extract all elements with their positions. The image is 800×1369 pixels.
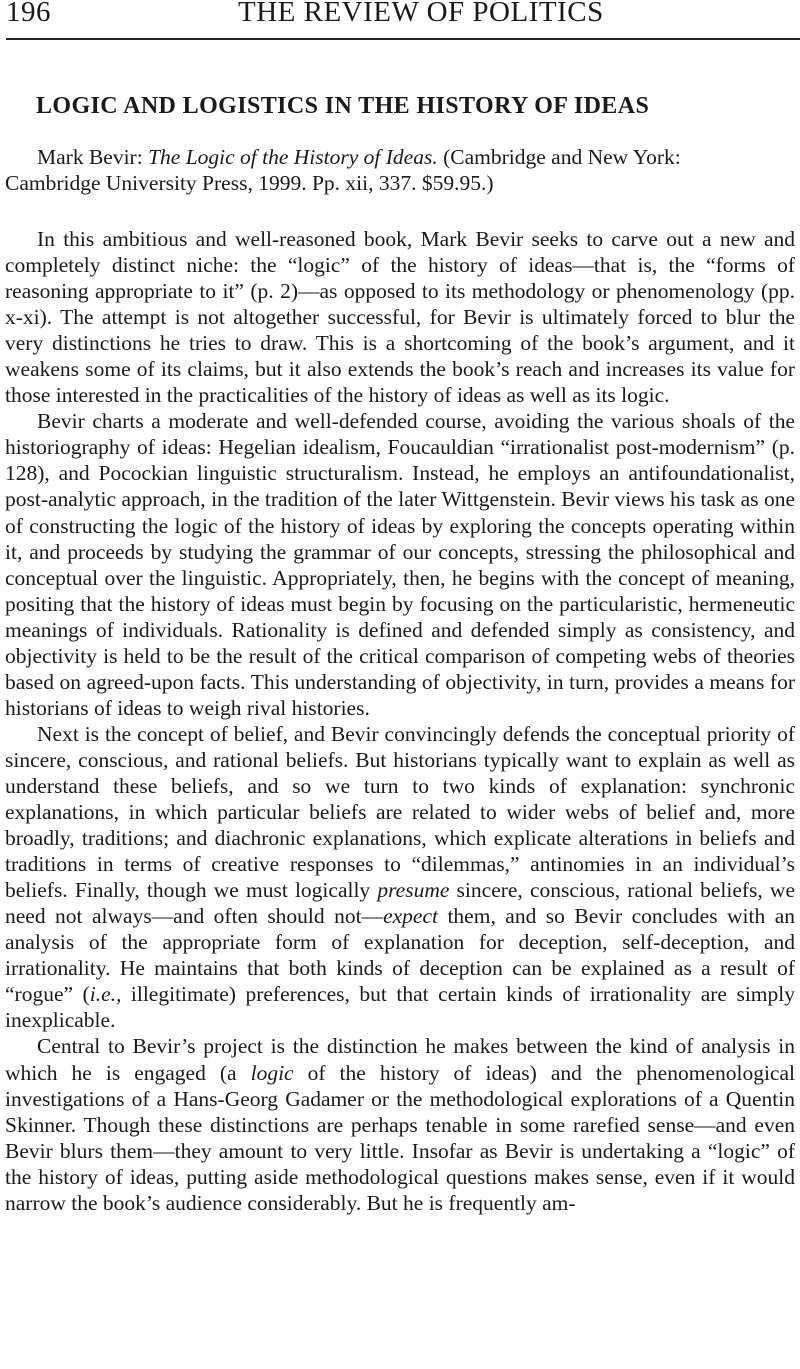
citation-line-1 [5, 144, 795, 170]
paragraph-4 [5, 1033, 795, 1215]
paragraph-3-text-a: Next is the concept of belief, and Bevir convincingly defends the conceptual priority of sincere, conscious, and rational beliefs. But historians typically want to explain as well as understand these beliefs, and so we turn to two kinds of explanation: synchronic explanations, in which particular beliefs are related to wider webs of belief and, more broadly, traditions; and diachronic explanations, which explicate alterations in beliefs and traditions in terms of creative responses to “dilemmas,” antinomies in an individual’s beliefs. Finally, though we must logically [5, 721, 795, 903]
paragraph-1: In this ambitious and well-reasoned book, Mark Bevir seeks to carve out a new and completely distinct niche: the “logic” of the history of ideas—that is, the “forms of reasoning appropriate to it” (p. 2)—as opposed to its methodology or phenomenology (pp. x-xi). The attempt is not altogether successful, for Bevir is ultimately forced to blur the very distinctions he tries to draw. This is a shortcoming of the book’s argument, and it weakens some of its claims, but it also extends the book’s reach and increases its value for those interested in the practicalities of the history of ideas as well as its logic. [5, 227, 795, 408]
running-head [0, 0, 800, 36]
paragraph-3-text-c: sincere, conscious, rational beliefs, we need not always—and often should not— [5, 878, 796, 929]
book-citation [5, 144, 795, 196]
paragraph-3-text-e: them, and so Bevir concludes with an analysis of the appropriate form of explanation for deception, self-deception, and irrationality. He maintains that both kinds of deception can be explained as a result of “rogue” ( [5, 904, 795, 1007]
journal-title: THE REVIEW OF POLITICS [238, 0, 604, 28]
citation-book-title: The Logic of the History of Ideas. [148, 145, 438, 169]
citation-publisher-1: (Cambridge and New York: [437, 145, 681, 169]
paragraph-3 [5, 721, 795, 1034]
header-divider [6, 38, 800, 40]
paragraph-4-text-c: of the history of ideas) and the phenomenological investigations of a Hans-Georg Gadamer or the methodological explorations of a Quentin Skinner. Though these distinctions are perhaps tenable in some rarefied sense—and even Bevir blurs them—they amount to very little. Insofar as Bevir is undertaking a “logic” of the history of ideas, putting aside methodological questions makes sense, even if it would narrow the book’s audience considerably. But he is frequently am- [5, 1060, 795, 1215]
review-title: LOGIC AND LOGISTICS IN THE HISTORY OF IDEAS [36, 93, 650, 119]
paragraph-4-emphasis-logic: logic [250, 1060, 294, 1085]
paragraph-2: Bevir charts a moderate and well-defended course, avoiding the various shoals of the historiography of ideas: Hegelian idealism, Foucauldian “irrationalist post-modernism” (p. 128), and Pocockian linguistic structuralism. Instead, he employs an antifoundationalist, post-analytic approach, in the tradition of the later Wittgenstein. Bevir views his task as one of constructing the logic of the history of ideas by exploring the concepts operating within it, and proceeds by studying the grammar of our concepts, stressing the philosophical and conceptual over the linguistic. Appropriately, then, he begins with the concept of meaning, positing that the history of ideas must begin by focusing on the particularistic, hermeneutic meanings of individuals. Rationality is defined and defended simply as consistency, and objectivity is held to be the result of the critical comparison of competing webs of theories based on agreed-upon facts. This understanding of objectivity, in turn, provides a means for historians of ideas to weigh rival histories. [5, 409, 795, 720]
page-number: 196 [6, 0, 51, 28]
paragraph-3-text-g: illegitimate) preferences, but that certain kinds of irrationality are simply inexplicable. [5, 982, 796, 1033]
review-body [5, 226, 795, 1216]
paragraph-4-text-a: Central to Bevir’s project is the distinction he makes between the kind of analysis in which he is engaged (a [5, 1034, 795, 1085]
paragraph-3-emphasis-expect: expect [383, 904, 438, 929]
paragraph-3-emphasis-presume: presume [377, 878, 450, 903]
paragraph-3-emphasis-ie: i.e., [89, 982, 122, 1007]
citation-publisher-2: Cambridge University Press, 1999. Pp. xii, 337. $59.95.) [5, 171, 494, 195]
citation-author: Mark Bevir: [37, 145, 149, 169]
